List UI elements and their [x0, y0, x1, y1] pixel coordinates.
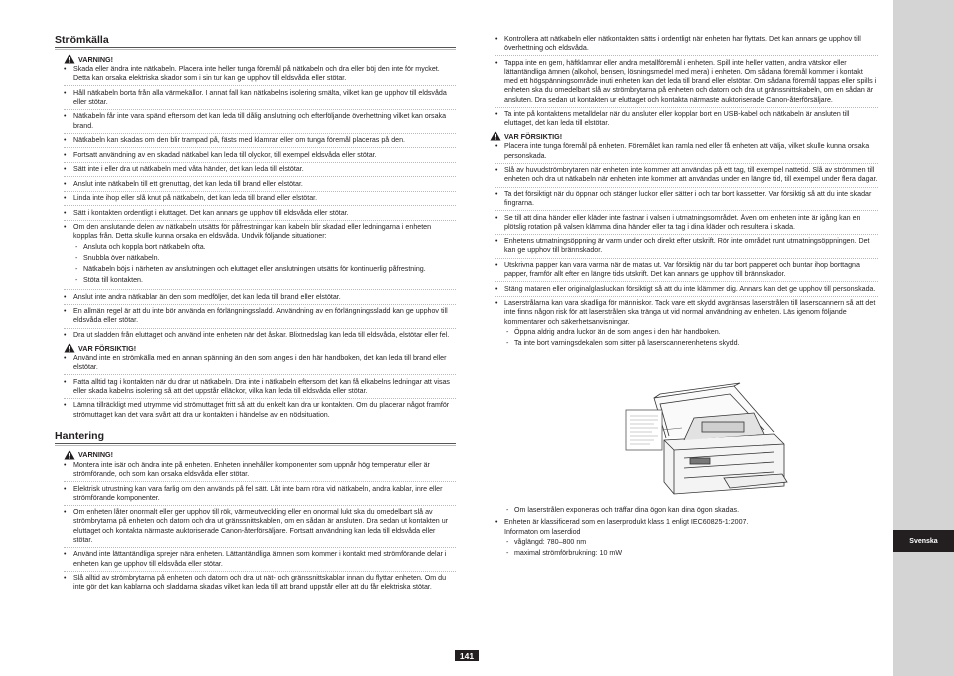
handling-warning-list	[64, 461, 456, 593]
list-item: • Använd inte lättantändliga sprejer nära enheten. Lättantändliga ämnen som kommer i kontakt med strömförande delar i enheten kan ge upphov till eldsvåda eller stötar.	[64, 550, 456, 571]
list-item: • Nätkabeln kan skadas om den blir trampad på, fästs med klamrar eller om tunga föremål placeras på den.	[64, 136, 456, 148]
language-tab: Svenska	[893, 530, 954, 552]
list-item: • Placera inte tunga föremål på enheten. Föremålet kan ramla ned eller få enheten att välja, vilket skulle kunna orsaka personskada.	[495, 142, 878, 163]
sub-item: - Om laserstrålen exponeras och träffar dina ögon kan dina ögon skadas.	[504, 506, 878, 515]
list-item: • Sätt i kontakten ordentligt i eluttaget. Det kan annars ge upphov till eldsvåda eller stötar.	[64, 209, 456, 221]
continued-warning-list	[495, 35, 878, 128]
list-item: • Elektrisk utrustning kan vara farlig om den används på fel sätt. Låt inte barn röra vid nätkabeln, andra kablar, inre eller strömförande komponenter.	[64, 485, 456, 506]
list-item: • Laserstrålarna kan vara skadliga för människor. Tack vare ett skydd avgränsas laserstrålen till laserscannern så att det inte finns någon risk för att laserstrålen ska tränga ut vid normal användning av enheten. Läs igenom följande kommentarer och säkerhetsanvisningar. - Öppna aldrig andra luckor än de som anges i den här handboken. - Ta inte bort varningsdekalen som sitter på laserscannerenhetens skydd. - Om laserstrålen exponeras och träffar dina ögon kan dina ögon skadas.	[495, 299, 878, 515]
power-caution-list	[64, 354, 456, 420]
list-item: • Anslut inte nätkabeln till ett grenuttag, det kan leda till brand eller elstötar.	[64, 180, 456, 192]
section-rule	[55, 47, 456, 50]
list-item: • Lämna tillräckligt med utrymme vid strömuttaget fritt så att du enkelt kan dra ur kontakten. Om du placerar något framför strömuttaget kan det vara svårt att dra ur kontakten i händelse av en nödsituation.	[64, 401, 456, 419]
caution-heading: VAR FÖRSIKTIG!	[490, 131, 878, 141]
list-item: • Om den anslutande delen av nätkabeln utsätts för påfrestningar kan kabeln blir skadad eller ledningarna i enheten kopplas från. Detta skulle kunna orsaka en eldsvåda. Undvik följande situationer: - Ansluta och koppla bort nätkabeln ofta. - Snubbla över nätkabeln. - Nätkabeln böjs i närheten av anslutningen och eluttaget eller anslutningen utsätts för kontinuerlig påfrestning. - Stöta till kontakten.	[64, 223, 456, 290]
right-column	[490, 35, 878, 561]
sub-item: - Nätkabeln böjs i närheten av anslutningen och eluttaget eller anslutningen utsätts för kontinuerlig påfrestning.	[73, 265, 456, 274]
list-item: • Kontrollera att nätkabeln eller nätkontakten sätts i ordentligt när enheten har flyttats. Det kan annars ge upphov till överhettning och eldsvåda.	[495, 35, 878, 56]
caution-heading: VAR FÖRSIKTIG!	[64, 343, 456, 353]
list-item: • Sätt inte i eller dra ut nätkabeln med våta händer, det kan leda till elstötar.	[64, 165, 456, 177]
list-item: • Använd inte en strömkälla med en annan spänning än den som anges i den här handboken, det kan leda till brand eller elstötar.	[64, 354, 456, 375]
warning-triangle-icon	[64, 54, 75, 64]
list-item: • Dra ut sladden från eluttaget och använd inte enheten när det åskar. Blixtnedslag kan leda till eldsvåda, elstötar eller fel.	[64, 331, 456, 340]
sub-item: - Ta inte bort varningsdekalen som sitter på laserscannerenhetens skydd.	[504, 339, 878, 348]
side-tab	[893, 0, 954, 676]
list-item: • Ta det försiktigt när du öppnar och stänger luckor eller sätter i och tar bort kassetter. Var försiktig så att du inte skadar fingrarna.	[495, 190, 878, 211]
warning-heading: VARNING!	[64, 54, 456, 64]
page-number: 141	[455, 650, 479, 661]
section-title-handling: Hantering	[55, 429, 105, 442]
list-item: • Enhetens utmatningsöppning är varm under och direkt efter utskrift. Rör inte området runt utmatningsöppningen. Det kan ge upphov till brännskador.	[495, 237, 878, 258]
list-item: • Montera inte isär och ändra inte på enheten. Enheten innehåller komponenter som uppnår hög temperatur eller är strömförande, och som kan orsaka eldsvåda eller stötar.	[64, 461, 456, 482]
list-item: • Utskrivna papper kan vara varma när de matas ut. Var försiktig när du tar bort papperet och buntar ihop borttagna papper, framför allt efter en längre tids utskrift. Det kan annars ge upphov till brännskador.	[495, 261, 878, 282]
list-item: • Enheten är klassificerad som en laserprodukt klass 1 enligt IEC60825-1:2007. Informaton om laserdiod - våglängd: 780–800 nm - maximal strömförbrukning: 10 mW	[495, 518, 878, 558]
sub-item: - Snubbla över nätkabeln.	[73, 254, 456, 263]
list-item: • Linda inte ihop eller slå knut på nätkabeln, det kan leda till brand eller elstötar.	[64, 194, 456, 206]
warning-heading: VARNING!	[64, 450, 456, 460]
sub-item: - Stöta till kontakten.	[73, 276, 456, 285]
sub-item: - maximal strömförbrukning: 10 mW	[504, 549, 878, 558]
right-caution-list	[495, 142, 878, 515]
section-title-power: Strömkälla	[55, 34, 109, 46]
warning-triangle-icon	[64, 343, 75, 353]
list-item: • Anslut inte andra nätkablar än den som medföljer, det kan leda till brand eller elstötar.	[64, 293, 456, 305]
power-warning-list	[64, 65, 456, 340]
sub-item: - Öppna aldrig andra luckor än de som anges i den här handboken.	[504, 328, 878, 337]
list-item: • Slå alltid av strömbrytarna på enheten och datorn och dra ut nät- och gränssnittskablar innan du flyttar enheten. Om du inte gör det kan kablarna och sladdarna skadas vilket kan leda till att brand uppstår eller att du får elektriska stötar.	[64, 574, 456, 592]
printer-illustration	[624, 378, 788, 498]
sub-item: - Ansluta och koppla bort nätkabeln ofta.	[73, 243, 456, 252]
warning-triangle-icon	[490, 131, 501, 141]
list-item: • Ta inte på kontaktens metalldelar när du ansluter eller kopplar bort en USB-kabel och nätkabeln är ansluten till eluttaget, det kan leda till elstötar.	[495, 110, 878, 128]
list-item: • Nätkabeln får inte vara spänd eftersom det kan leda till dålig anslutning och efterföljande överhettning vilket kan orsaka brand.	[64, 112, 456, 133]
list-item: • Om enheten låter onormalt eller ger upphov till rök, värmeutveckling eller en onormal lukt ska du omedelbart slå av strömbrytarna på enheten och datorn och dra ut gränssnittskablen, om en sådan är ansluten. Dra sedan ut kontakten ur eluttaget och kontakta närmaste auktoriserade Canon-återförsäljare. Fortsatt användning kan leda till eldsvåda eller stötar.	[64, 508, 456, 548]
left-column	[55, 30, 456, 595]
list-item: • Skada eller ändra inte nätkabeln. Placera inte heller tunga föremål på nätkabeln och dra eller böj den inte för mycket. Detta kan orsaka elektriska skador som i sin tur kan ge upphov till eldsvåda eller stötar.	[64, 65, 456, 86]
list-item: • Håll nätkabeln borta från alla värmekällor. I annat fall kan nätkabelns isolering smälta, vilket kan ge upphov till eldsvåda eller stötar.	[64, 89, 456, 110]
list-item: • En allmän regel är att du inte bör använda en förlängningssladd. Användning av en förlängningssladd kan ge upphov till eldsvåda eller stötar.	[64, 307, 456, 328]
list-item: • Se till att dina händer eller kläder inte fastnar i valsen i utmatningsområdet. Även om enheten inte är igång kan en plötslig rotation på valsen klämma dina händer eller ta tag i dina kläder och resultera i skada.	[495, 214, 878, 235]
laser-info-list	[495, 518, 878, 558]
list-item: • Stäng mataren eller originalglasluckan försiktigt så att du inte klämmer dig. Annars kan det ge upphov till personskada.	[495, 285, 878, 297]
list-item: • Tappa inte en gem, häftklamrar eller andra metallföremål i enheten. Spill inte heller vatten, andra vätskor eller lättantändliga ämnen (alkohol, bensen, lösningsmedel med mera) i enheten. Om sådana föremål kommer i kontakt med ett högspänningsområde inuti enheten kan det leda till brand eller elstötar. Om sådana föremål tappas eller spills i enheten ska du omedelbart slå av strömbrytarna på enheten och datorn och dra ut gränssnittskabeln, om en sådan är ansluten. Dra sedan ut kontakten ur eluttaget och kontakta närmaste auktoriserade Canon-återförsäljare.	[495, 59, 878, 108]
list-item: • Fatta alltid tag i kontakten när du drar ut nätkabeln. Dra inte i nätkabeln eftersom det kan få elkabelns ledningar att visas eller skada kabelns isolering så att det uppstår elläckor, vilka kan leda till eldsvåda eller stötar.	[64, 378, 456, 399]
warning-triangle-icon	[64, 450, 75, 460]
section-rule	[55, 443, 456, 446]
sub-item: - våglängd: 780–800 nm	[504, 538, 878, 547]
list-item: • Fortsatt användning av en skadad nätkabel kan leda till olyckor, till exempel eldsvåda eller stötar.	[64, 151, 456, 163]
list-item: • Slå av huvudströmbrytaren när enheten inte kommer att användas på ett tag, till exempel nattetid. Slå av strömmen till enheten och dra ut nätkabeln när enheten inte kommer att användas under en längre tid, till exempel under flera dagar.	[495, 166, 878, 187]
